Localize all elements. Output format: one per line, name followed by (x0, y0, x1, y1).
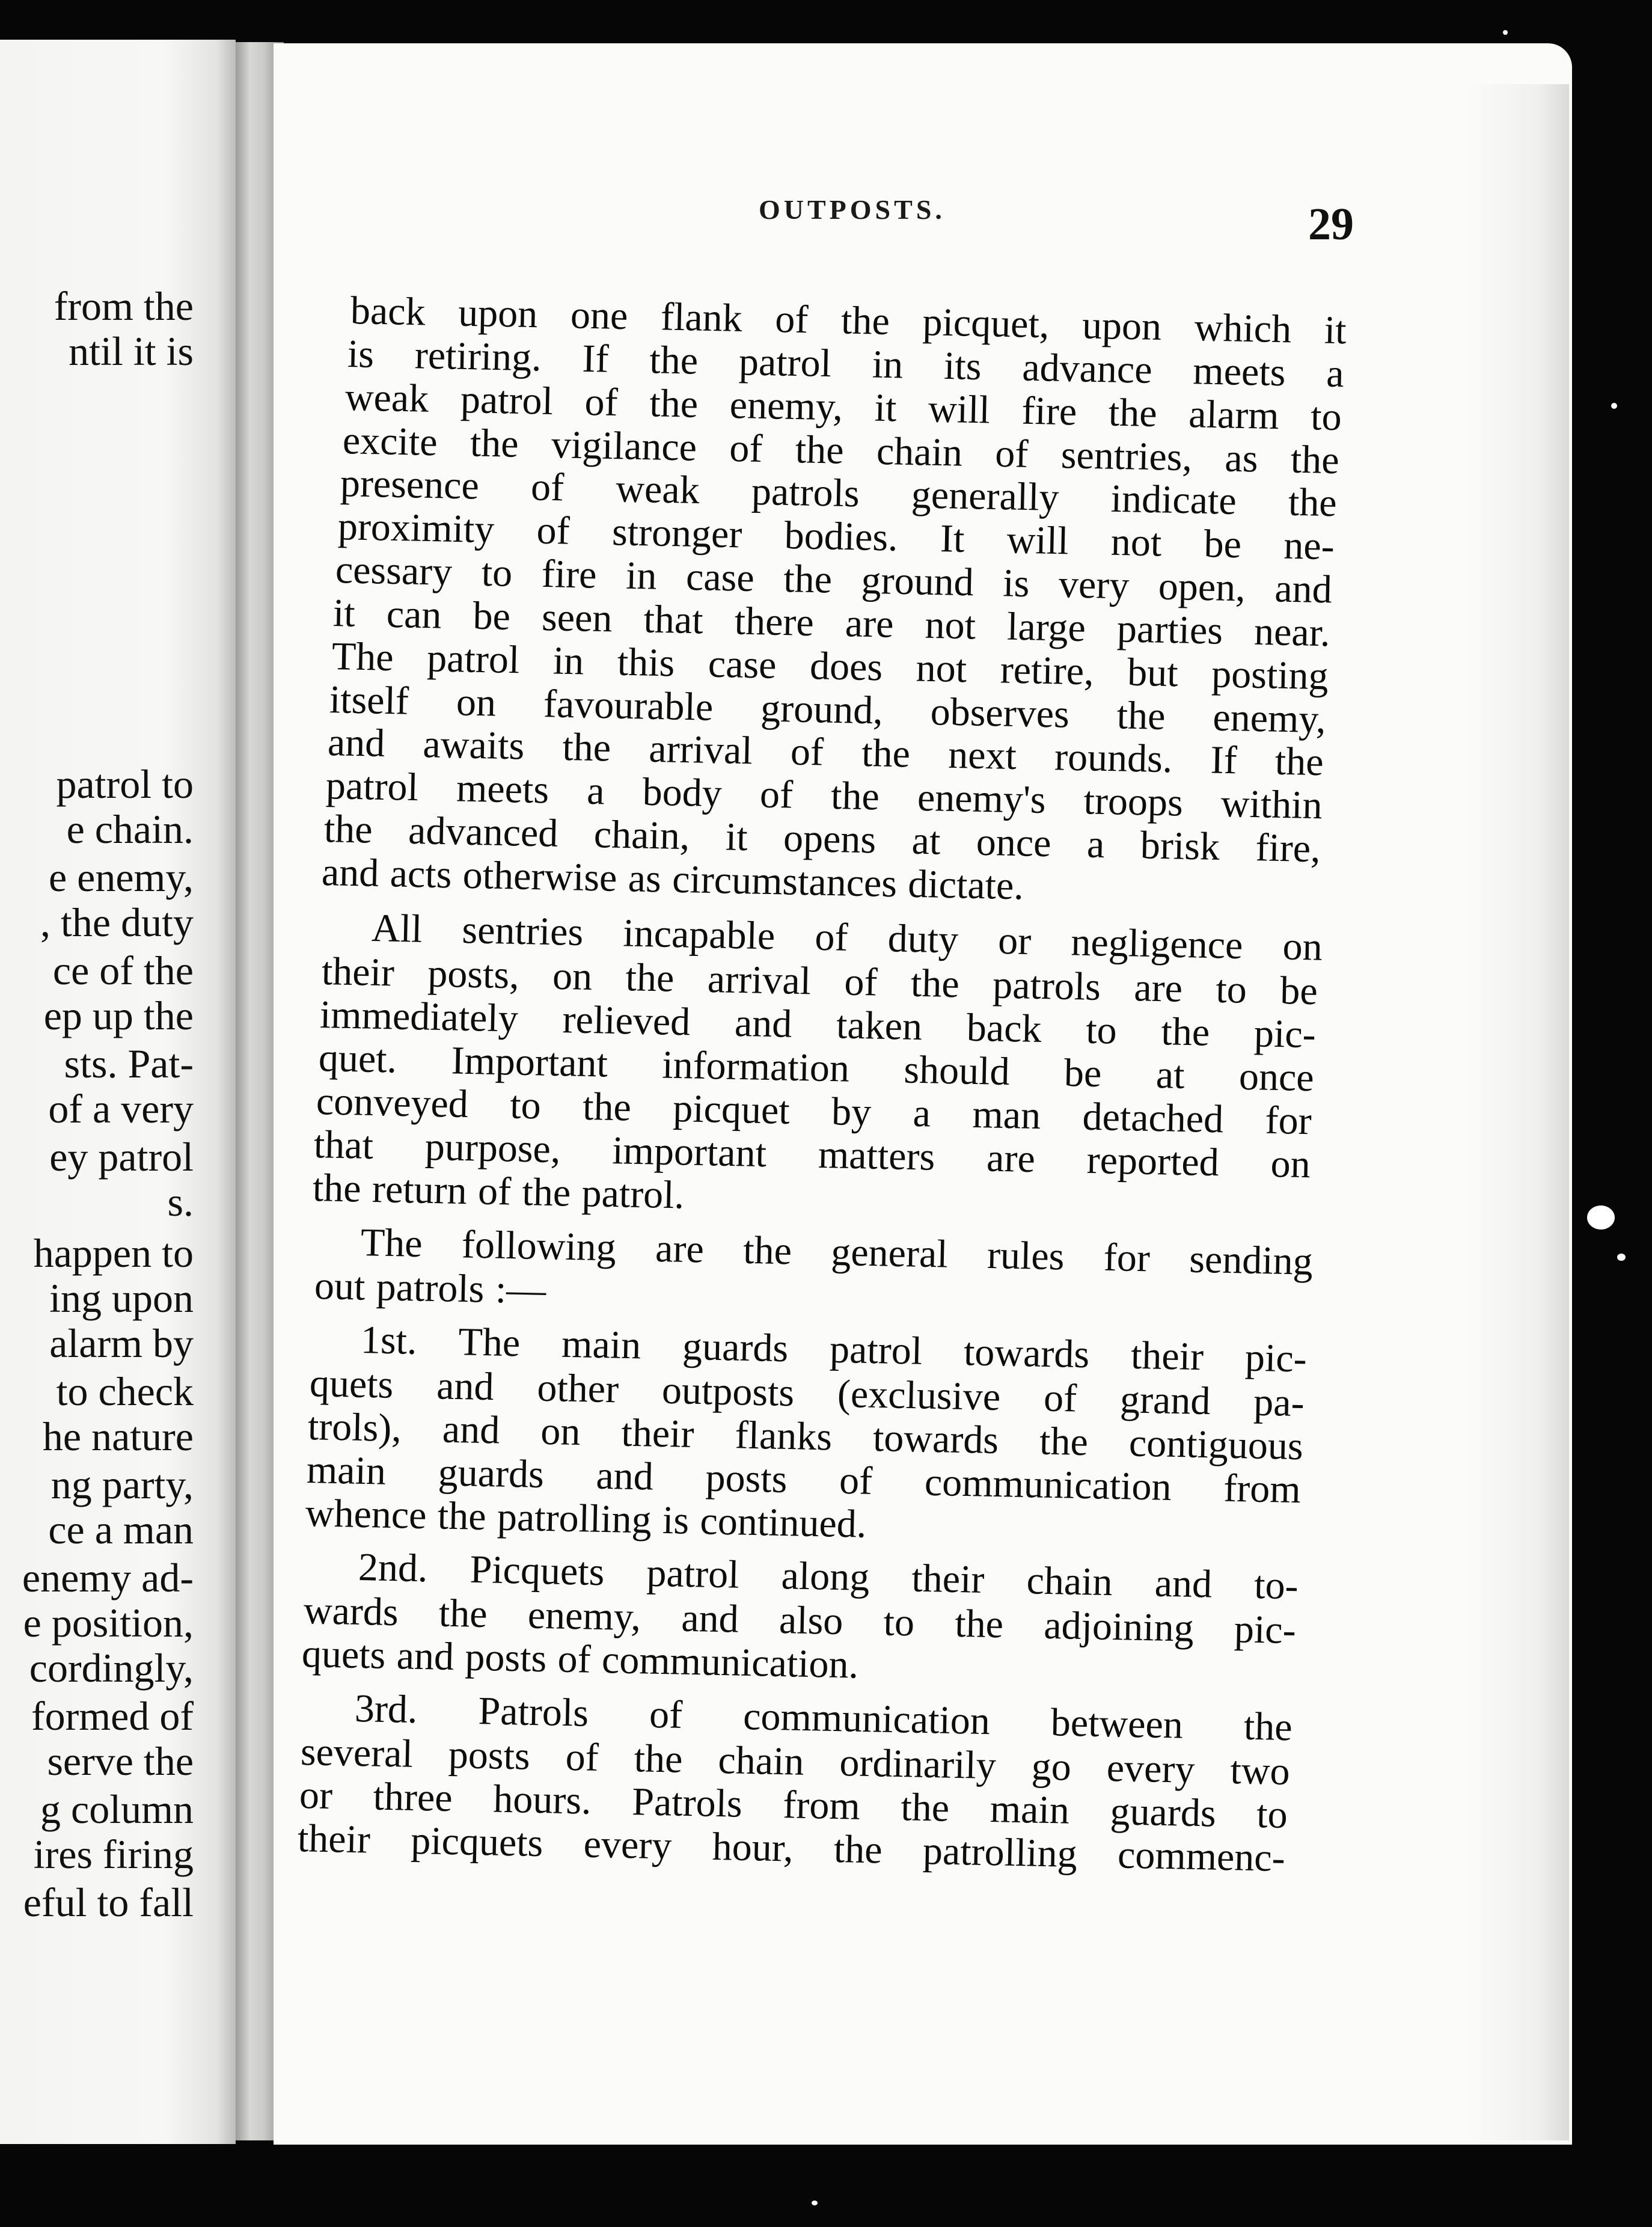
scan-speck (1587, 1205, 1615, 1230)
body-text-line: trols), and on their flanks towards the contiguous (307, 1405, 1304, 1469)
body-text-line: it can be seen that there are not large parties near. (332, 591, 1331, 655)
body-text-line: and awaits the arrival of the next rounds. If the (327, 720, 1324, 785)
body-text-line: the return of the patrol. (312, 1166, 685, 1218)
body-text-line: conveyed to the picquet by a man detached for (316, 1079, 1312, 1144)
body-text-line: itself on favourable ground, observes the enemy, (329, 678, 1327, 742)
body-text-line: quets and other outposts (exclusive of grand pa- (309, 1361, 1305, 1426)
body-text-line: quet. Important information should be at once (318, 1036, 1315, 1100)
body-text-line: excite the vigilance of the chain of sentries, as the (342, 418, 1340, 483)
previous-page-line: enemy ad- (22, 1555, 194, 1601)
body-text-line: immediately relieved and taken back to the pic- (319, 993, 1317, 1057)
body-text-line: or three hours. Patrols from the main guards to (299, 1773, 1288, 1837)
running-head: OUTPOSTS. (759, 194, 946, 225)
body-text-line: main guards and posts of communication from (306, 1448, 1302, 1512)
previous-page-line: formed of (31, 1693, 194, 1739)
previous-page-line: e enemy, (48, 854, 194, 900)
scan-speck (1611, 403, 1617, 409)
previous-page-line: to check (56, 1368, 194, 1414)
previous-page-line: from the (54, 283, 194, 329)
body-text-line: presence of weak patrols generally indicate the (340, 461, 1338, 525)
body-text-line: The following are the general rules for sending (360, 1221, 1314, 1284)
previous-page-line: e position, (23, 1600, 194, 1646)
previous-page-line: serve the (47, 1738, 194, 1784)
body-text-line: The patrol in this case does not retire, but posting (331, 634, 1329, 699)
body-text-line: is retiring. If the patrol in its advance meets a (347, 332, 1345, 396)
body-text-line: 2nd. Picquets patrol along their chain and to- (358, 1545, 1299, 1608)
body-text-line: their posts, on the arrival of the patrols are to be (321, 949, 1318, 1014)
body-text-line: 1st. The main guards patrol towards their pic- (360, 1318, 1308, 1381)
previous-page-line: ing upon (49, 1275, 194, 1321)
body-text-line: All sentries incapable of duty or negligence on (371, 906, 1323, 969)
previous-page-line: patrol to (56, 761, 194, 807)
previous-page-line: sts. Pat- (64, 1041, 194, 1086)
previous-page-line: he nature (42, 1414, 194, 1459)
previous-page-line: s. (167, 1179, 194, 1225)
body-text-line: 3rd. Patrols of communication between the (354, 1686, 1293, 1750)
body-text-line: the advanced chain, it opens at once a brisk fire, (323, 807, 1321, 871)
scan-speck (1503, 30, 1508, 35)
body-text-line: whence the patrolling is continued. (305, 1491, 867, 1546)
previous-page-line: cordingly, (29, 1645, 194, 1691)
page-number: 29 (1308, 199, 1354, 250)
body-text-line: back upon one flank of the picquet, upon which it (350, 289, 1347, 353)
previous-page-line: ce a man (48, 1507, 194, 1552)
scan-speck (1617, 1254, 1626, 1261)
previous-page-line: eful to fall (23, 1879, 194, 1925)
previous-page-line: , the duty (40, 899, 194, 945)
previous-page-line: ires firing (33, 1831, 194, 1877)
body-text-line: proximity of stronger bodies. It will not be ne- (337, 504, 1335, 569)
body-text-line: several posts of the chain ordinarily go every two (300, 1730, 1291, 1794)
previous-page-line: ey patrol (49, 1134, 194, 1180)
body-text-line: patrol meets a body of the enemy's troops within (325, 764, 1323, 828)
body-text-line: and acts otherwise as circumstances dictate. (321, 850, 1024, 908)
body-text-line: wards the enemy, and also to the adjoining pic- (303, 1588, 1297, 1653)
previous-page-line: ng party, (50, 1462, 194, 1507)
previous-page-line: ce of the (52, 948, 194, 993)
scan-speck (812, 2201, 818, 2205)
previous-page-line: ep up the (43, 993, 194, 1038)
body-text-line: that purpose, important matters are reported on (313, 1123, 1311, 1187)
previous-page-line: of a very (48, 1086, 194, 1132)
previous-page-line: happen to (33, 1230, 194, 1276)
body-text-line: their picquets every hour, the patrolling commenc- (297, 1816, 1286, 1880)
previous-page-line: ntil it is (69, 328, 194, 374)
previous-page-line: alarm by (49, 1320, 194, 1366)
previous-page-line: g column (40, 1786, 194, 1832)
body-text-line: weak patrol of the enemy, it will fire the alarm to (344, 375, 1342, 440)
previous-page-line: e chain. (66, 806, 194, 852)
body-text-line: quets and posts of communication. (301, 1632, 859, 1687)
body-text-line: out patrols :— (314, 1264, 546, 1313)
body-text-line: cessary to fire in case the ground is very open, and (335, 548, 1333, 612)
